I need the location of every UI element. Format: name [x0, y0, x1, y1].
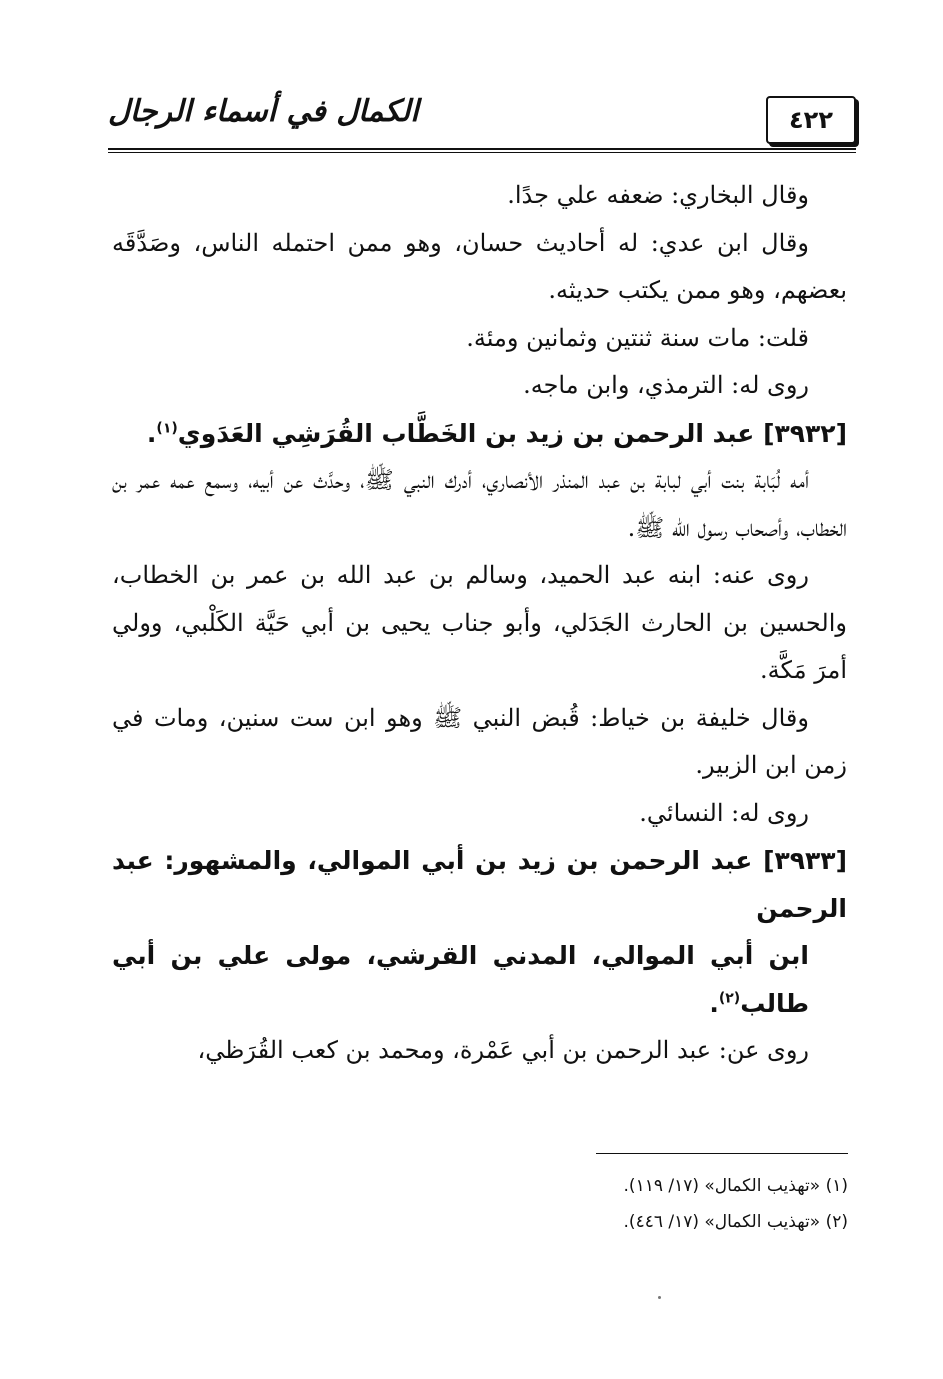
footnote-ref: (١) [156, 420, 178, 437]
page-header [108, 88, 856, 154]
entry-heading-line2-wrap [112, 932, 847, 1027]
entry-heading-3932 [112, 410, 847, 458]
main-text [112, 172, 847, 1075]
paragraph-mother: أمه لُبَابة بنت أبي لبابة بن عبد المنذر الأنصاري، أدرك النبي ﷺ، وحدَّث عن أبيه، وسمع عمه عمر بن الخطاب، وأصحاب رسول الله ﷺ. [112, 466, 847, 542]
paragraph-narrators: روى عنه: ابنه عبد الحميد، وسالم بن عبد الله بن عمر بن الخطاب، والحسين بن الحارث الجَدَلي، وأبو جناب يحيى بن أبي حَيَّة الكَلْبي، وولي أمرَ مَكَّة. [112, 561, 847, 684]
footnote-separator [596, 1153, 848, 1154]
footnotes [448, 1168, 848, 1240]
book-title: الكمال في أسماء الرجال [108, 94, 419, 129]
entry-heading-end: . [146, 418, 157, 448]
footnote-1: (١) «تهذيب الكمال» (١٧/ ١١٩). [623, 1176, 848, 1196]
page-number: ٤٢٢ [766, 96, 856, 144]
paragraph-ibn-adi: وقال ابن عدي: له أحاديث حسان، وهو ممن احتمله الناس، وصَدَّقَه بعضهم، وهو ممن يكتب حديثه. [112, 228, 847, 304]
entry-heading-line1: [٣٩٣٣] عبد الرحمن بن زيد بن أبي الموالي، والمشهور: عبد الرحمن [112, 846, 847, 923]
footnote-ref: (٢) [718, 990, 741, 1007]
header-rule [108, 148, 856, 150]
entry-heading-line2: ابن أبي الموالي، المدني القرشي، مولى علي بن أبي طالب [112, 941, 809, 1018]
footnote-2: (٢) «تهذيب الكمال» (١٧/ ٤٤٦). [623, 1212, 848, 1232]
paragraph-narrated-from: روى عن: عبد الرحمن بن أبي عَمْرة، ومحمد بن كعب القُرَظي، [197, 1036, 809, 1064]
paragraph-narrated-by: روى له: الترمذي، وابن ماجه. [523, 371, 809, 399]
entry-heading-3933 [112, 837, 847, 1027]
paragraph-khalifa: وقال خليفة بن خياط: قُبض النبي ﷺ وهو ابن ست سنين، ومات في زمن ابن الزبير. [112, 703, 847, 779]
paragraph-death-year: قلت: مات سنة ثنتين وثمانين ومئة. [466, 323, 809, 352]
header-rule-thin [108, 152, 856, 153]
paragraph-nasai: روى له: النسائي. [639, 798, 809, 827]
entry-heading-end: . [709, 988, 719, 1018]
entry-heading-text: [٣٩٣٢] عبد الرحمن بن زيد بن الخَطَّاب القُرَشِي العَدَوي [177, 418, 847, 448]
paragraph-bukhari: وقال البخاري: ضعفه علي جدًا. [507, 181, 809, 209]
scan-dot [658, 1296, 661, 1299]
